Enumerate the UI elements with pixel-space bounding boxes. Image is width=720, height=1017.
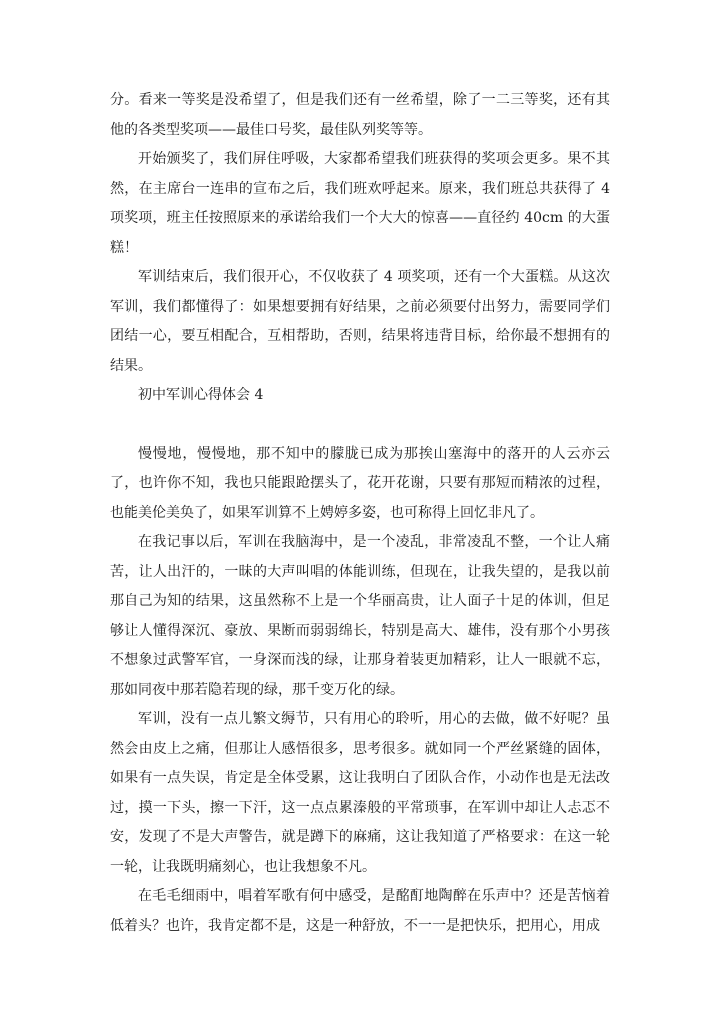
paragraph: 开始颁奖了，我们屏住呼吸，大家都希望我们班获得的奖项会更多。果不其然，在主席台一连串的宣布之后，我们班欢呼起来。原来，我们班总共获得了 4 项奖项，班主任按照原来的承诺给我们一个大大的惊喜——直径约 40cm 的大蛋糕！	[110, 151, 610, 256]
paragraph: 分。看来一等奖是没希望了，但是我们还有一丝希望，除了一二三等奖，还有其他的各类型奖项——最佳口号奖，最佳队列奖等等。	[110, 92, 610, 138]
paragraph: 慢慢地，慢慢地，那不知中的朦胧已成为那挨山塞海中的落开的人云亦云了，也许你不知，我也只能跟跄摆头了，花开花谢，只要有那短而精浓的过程，也能美伦美奂了，如果军训算不上娉婷多姿，也可称得上回忆非凡了。	[110, 445, 610, 521]
paragraph: 军训结束后，我们很开心，不仅收获了 4 项奖项，还有一个大蛋糕。从这次军训，我们都懂得了：如果想要拥有好结果，之前必须要付出努力，需要同学们团结一心，要互相配合，互相帮助，否则，结果将违背目标，给你最不想拥有的结果。	[110, 269, 610, 374]
document-page	[110, 86, 610, 941]
paragraph: 在毛毛细雨中，唱着军歌有何中感受，是酩酊地陶醉在乐声中？还是苦恼着低着头？也许，我肯定都不是，这是一种舒放，不一一是把快乐，把用心，用成	[110, 888, 610, 934]
paragraph: 军训，没有一点儿繁文缛节，只有用心的聆听，用心的去做，做不好呢？虽然会由皮上之痛，但那让人感悟很多，思考很多。就如同一个严丝紧缝的固体，如果有一点失误，肯定是全体受累，这让我明白了团队合作，小动作也是无法改过，摸一下头，擦一下汗，这一点点累溱般的平常琐事，在军训中却让人忐忑不安，发现了不是大声警告，就是蹲下的麻痛，这让我知道了严格要求：在这一轮一轮，让我既明痛刻心，也让我想象不凡。	[110, 711, 610, 875]
paragraph: 在我记事以后，军训在我脑海中，是一个凌乱，非常凌乱不整，一个让人痛苦，让人出汗的，一昧的大声叫唱的体能训练，但现在，让我失望的，是我以前那自己为知的结果，这虽然称不上是一个华丽高贵，让人面子十足的体训，但足够让人懂得深沉、豪放、果断而弱弱绵长，特别是高大、雄伟，没有那个小男孩不想象过武警军官，一身深而浅的绿，让那身着装更加精彩，让人一眼就不忘，那如同夜中那若隐若现的绿，那千变万化的绿。	[110, 534, 610, 698]
section-heading: 初中军训心得体会 4	[138, 387, 264, 403]
